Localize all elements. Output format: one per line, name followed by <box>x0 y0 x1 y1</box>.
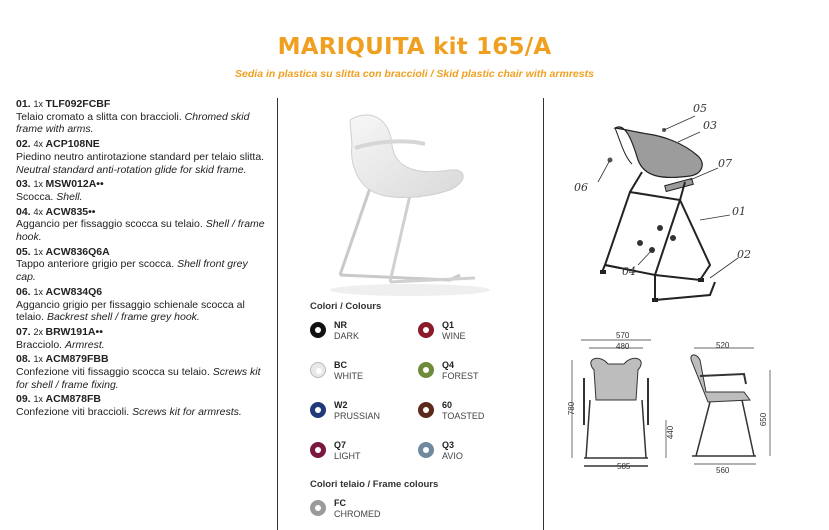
part-header <box>16 393 266 406</box>
part-number: 09. <box>16 393 34 406</box>
part-code: ACP108NE <box>45 138 100 151</box>
part-quantity: 1x <box>33 354 46 365</box>
part-header <box>16 326 266 339</box>
part-header <box>16 206 266 219</box>
callout-07: 07 <box>718 157 732 170</box>
colour-swatch-fc <box>310 500 420 526</box>
dim-side-depth-base: 560 <box>716 466 730 475</box>
side-view-drawing <box>684 340 784 475</box>
colour-swatch-bc <box>310 362 420 388</box>
dim-seat-height: 440 <box>666 425 676 440</box>
part-description-it: Telaio cromato a slitta con braccioli. <box>16 110 185 123</box>
part-code: BRW191A•• <box>45 325 103 338</box>
colour-code: Q1 <box>442 320 455 330</box>
colour-code: Q3 <box>442 440 455 450</box>
part-code: MSW012A•• <box>45 178 104 191</box>
part-description-en: Shell front grey cap. <box>16 258 248 284</box>
colour-code: BC <box>334 360 347 370</box>
part-item <box>16 353 266 391</box>
colour-swatch-q3 <box>418 442 528 468</box>
part-item <box>16 326 266 351</box>
colour-swatch-q4 <box>418 362 528 388</box>
part-description-it: Confezione viti braccioli. <box>16 406 133 419</box>
part-header <box>16 138 266 151</box>
part-description-en: Chromed skid frame with arms. <box>16 110 250 136</box>
colour-swatch-nr <box>310 322 420 348</box>
part-number: 01. <box>16 98 34 110</box>
part-quantity: 1x <box>33 179 46 190</box>
callout-04: 04 <box>622 265 636 278</box>
colour-dot-icon <box>310 442 326 458</box>
part-header <box>16 286 266 299</box>
colours-title: Colori / Colours <box>310 301 382 312</box>
colour-dot-icon <box>418 402 434 418</box>
callout-02: 02 <box>737 248 751 261</box>
frame-colours-title: Colori telaio / Frame colours <box>310 479 439 490</box>
colour-dot-icon <box>418 322 434 338</box>
part-code: ACM879FBB <box>45 353 109 366</box>
part-quantity: 2x <box>33 326 46 337</box>
part-number: 05. <box>16 245 34 258</box>
part-quantity: 1x <box>33 99 46 109</box>
colour-name: AVIO <box>442 451 463 461</box>
dim-side-arm-height: 650 <box>759 412 769 427</box>
chair-render <box>300 100 530 300</box>
part-quantity: 4x <box>33 139 46 150</box>
part-code: ACW835•• <box>45 205 96 218</box>
dim-front-width-base: 585 <box>617 462 631 471</box>
dim-side-depth-top: 520 <box>716 341 730 350</box>
colour-name: LIGHT <box>334 451 361 461</box>
callout-01: 01 <box>732 205 746 218</box>
colour-dot-icon <box>310 362 326 378</box>
part-header <box>16 178 266 191</box>
dim-front-width-top: 570 <box>616 331 630 340</box>
product-subtitle: Sedia in plastica su slitta con braccioli / Skid plastic chair with armrests <box>235 68 594 80</box>
colour-swatch-60 <box>418 402 528 428</box>
part-code: ACW836Q6A <box>45 245 110 258</box>
exploded-diagram <box>560 100 820 310</box>
part-code: TLF092FCBF <box>45 98 111 110</box>
part-description-en: Neutral standard anti-rotation glide for skid frame. <box>16 163 247 176</box>
colour-name: TOASTED <box>442 411 485 421</box>
part-description-it: Tappo anteriore grigio per scocca. <box>16 258 178 271</box>
colour-swatch-q7 <box>310 442 420 468</box>
part-code: ACW834Q6 <box>45 285 103 298</box>
colour-swatch-q1 <box>418 322 528 348</box>
part-quantity: 4x <box>33 206 46 217</box>
part-description-en: Screws kit for armrests. <box>132 406 242 419</box>
part-description-en: Backrest shell / frame grey hook. <box>46 311 200 324</box>
colour-dot-icon <box>418 442 434 458</box>
part-description-en: Shell / frame hook. <box>16 218 265 244</box>
part-description-it: Aggancio per fissaggio scocca su telaio. <box>16 218 206 231</box>
part-description-en: Armrest. <box>65 338 105 351</box>
colour-name: FOREST <box>442 371 479 381</box>
part-header <box>16 246 266 259</box>
part-item <box>16 138 266 176</box>
part-item <box>16 393 266 418</box>
front-view-drawing <box>566 330 676 480</box>
dim-front-width-mid: 480 <box>616 342 630 351</box>
part-description-it: Aggancio grigio per fissaggio schienale scocca al telaio. <box>16 298 245 324</box>
part-item <box>16 178 266 203</box>
part-quantity: 1x <box>33 394 46 405</box>
part-item <box>16 98 266 136</box>
part-description-en: Screws kit for shell / frame fixing. <box>16 366 261 391</box>
colour-dot-icon <box>418 362 434 378</box>
dim-front-height: 780 <box>567 401 577 416</box>
parts-list <box>16 98 266 421</box>
colour-code: Q4 <box>442 360 455 370</box>
callout-05: 05 <box>693 102 707 115</box>
colour-dot-icon <box>310 322 326 338</box>
colour-code: FC <box>334 498 346 508</box>
part-number: 03. <box>16 178 34 191</box>
part-description-it: Confezione viti fissaggio scocca su telaio. <box>16 366 213 379</box>
part-description-it: Bracciolo. <box>16 338 66 351</box>
colour-code: NR <box>334 320 347 330</box>
part-header <box>16 98 266 111</box>
part-description-it: Scocca. <box>16 190 57 203</box>
part-item <box>16 286 266 324</box>
product-title: MARIQUITA kit 165/A <box>277 34 552 60</box>
part-number: 04. <box>16 205 34 218</box>
colour-name: CHROMED <box>334 509 381 519</box>
column-divider-left <box>277 98 278 530</box>
colour-name: DARK <box>334 331 360 341</box>
part-description-en: Shell. <box>56 190 83 203</box>
part-description-it: Piedino neutro antirotazione standard per telaio slitta. <box>16 150 265 163</box>
colour-name: PRUSSIAN <box>334 411 381 421</box>
part-number: 02. <box>16 138 34 151</box>
callout-03: 03 <box>703 119 717 132</box>
part-quantity: 1x <box>33 246 46 257</box>
part-quantity: 1x <box>33 286 46 297</box>
colour-name: WHITE <box>334 371 363 381</box>
colour-dot-icon <box>310 500 326 516</box>
colour-swatch-w2 <box>310 402 420 428</box>
colour-code: 60 <box>442 400 453 410</box>
colour-name: WINE <box>442 331 466 341</box>
part-code: ACM878FB <box>45 393 101 406</box>
part-number: 08. <box>16 353 34 366</box>
colour-code: W2 <box>334 400 348 410</box>
part-number: 07. <box>16 325 34 338</box>
colour-code: Q7 <box>334 440 347 450</box>
part-header <box>16 353 266 366</box>
part-item <box>16 206 266 244</box>
part-number: 06. <box>16 285 34 298</box>
part-item <box>16 246 266 284</box>
callout-06: 06 <box>574 181 588 194</box>
colour-dot-icon <box>310 402 326 418</box>
column-divider-right <box>543 98 544 530</box>
